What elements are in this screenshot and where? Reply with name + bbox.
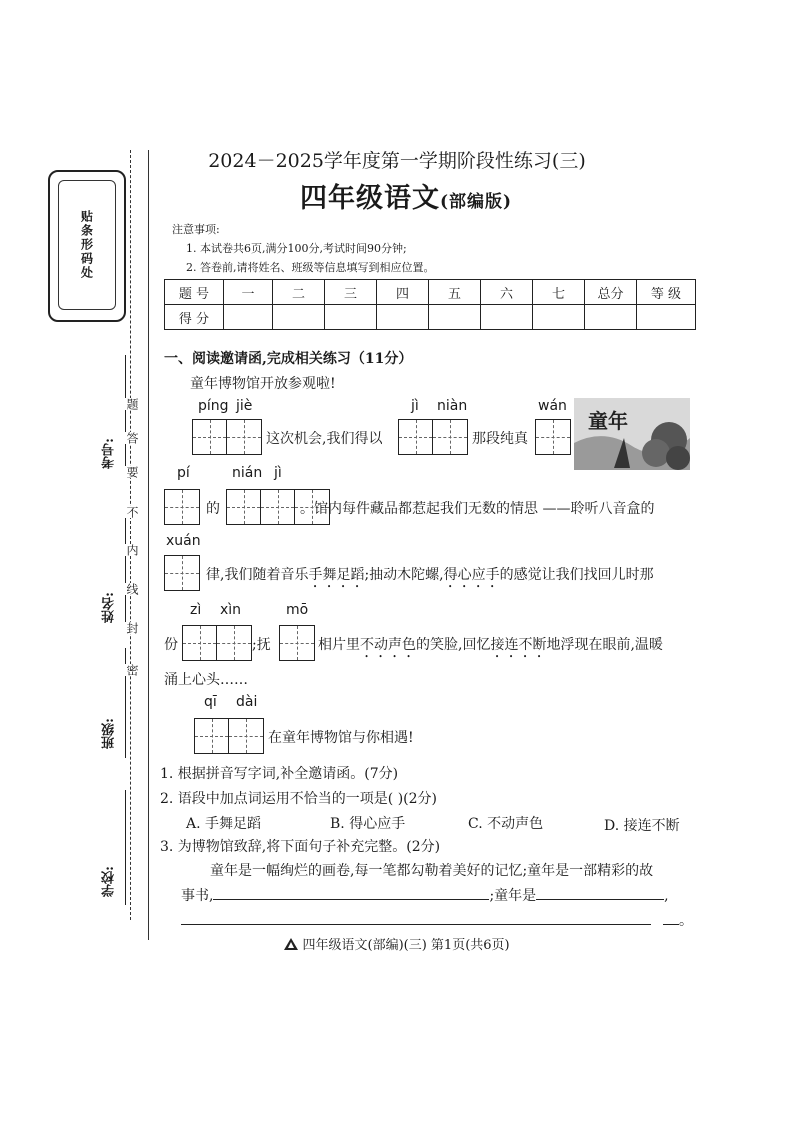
text-run: 那段纯真	[472, 431, 528, 447]
exam-no-label: 考号:	[102, 438, 117, 469]
option-c: C. 不动声色	[468, 816, 544, 832]
text-run: 。馆内每件藏品都惹起我们无数的情思 ——聆听八音盒的	[300, 501, 655, 517]
score-header-row	[165, 280, 696, 305]
text-run: 这次机会,我们得以	[266, 431, 383, 447]
score-cell[interactable]	[481, 305, 533, 330]
text-run: 。	[679, 913, 693, 929]
pinyin: niàn	[437, 398, 468, 414]
illustration-title: 童年	[588, 409, 628, 433]
seal-char: 线	[125, 583, 139, 595]
pinyin: xuán	[166, 533, 201, 549]
answer-blank[interactable]	[181, 924, 651, 925]
notes-item: 2. 答卷前,请将姓名、班级等信息填写到相应位置。	[186, 261, 435, 274]
pinyin: pí	[177, 465, 190, 481]
score-header-cell: 题 号	[165, 280, 224, 305]
score-cell[interactable]	[377, 305, 429, 330]
score-row-label: 得 分	[165, 305, 224, 330]
score-header-cell: 三	[325, 280, 377, 305]
barcode-area	[58, 180, 116, 310]
writing-grid[interactable]	[182, 625, 252, 661]
footer-text: 四年级语文(部编)(三) 第1页(共6页)	[302, 938, 510, 953]
question-3-blank-line	[181, 885, 669, 905]
text-run: 地浮现在眼前,温暖	[546, 637, 663, 653]
writing-grid[interactable]	[398, 419, 468, 455]
score-cell[interactable]	[273, 305, 325, 330]
answer-blank[interactable]	[213, 899, 489, 900]
pinyin: jiè	[236, 398, 253, 414]
text-run: ,	[664, 888, 669, 904]
score-cell[interactable]	[585, 305, 637, 330]
notes-heading: 注意事项:	[172, 223, 220, 236]
notes-item: 1. 本试卷共6页,满分100分,考试时间90分钟;	[186, 242, 407, 255]
pinyin: nián	[232, 465, 263, 481]
pinyin: jì	[411, 398, 419, 414]
score-header-cell: 总分	[585, 280, 637, 305]
text-run: ;抚	[252, 637, 271, 653]
score-header-cell: 等 级	[637, 280, 696, 305]
answer-blank[interactable]	[536, 899, 664, 900]
text-run: 的笑脸,回忆	[416, 637, 491, 653]
subject-name: 四年级语文	[300, 183, 440, 214]
answer-blank[interactable]	[663, 924, 679, 925]
dotted-word: 得心应手	[443, 567, 500, 583]
score-header-cell: 四	[377, 280, 429, 305]
section1-line1: 童年博物馆开放参观啦!	[190, 376, 336, 392]
text-run: 在童年博物馆与你相遇!	[268, 730, 414, 746]
score-cell[interactable]	[224, 305, 273, 330]
option-b: B. 得心应手	[330, 816, 406, 832]
text-run: 的感觉让我们找回儿时那	[499, 567, 654, 583]
seal-char: 封	[125, 622, 139, 634]
question-2: 2. 语段中加点词运用不恰当的一项是( )(2分)	[160, 791, 438, 807]
name-line	[125, 508, 126, 628]
option-d: D. 接连不断	[604, 818, 680, 834]
class-label: 班级:	[102, 718, 117, 749]
pinyin: xìn	[220, 602, 242, 618]
text-run: 涌上心头……	[164, 672, 248, 688]
page-footer	[0, 934, 794, 953]
score-cell[interactable]	[429, 305, 481, 330]
seal-char: 答	[125, 432, 139, 444]
writing-grid[interactable]	[192, 419, 262, 455]
score-table	[164, 279, 696, 330]
question-3-blank-line-2	[181, 910, 693, 930]
score-value-row	[165, 305, 696, 330]
score-cell[interactable]	[637, 305, 696, 330]
pinyin: wán	[538, 398, 567, 414]
score-header-cell: 五	[429, 280, 481, 305]
school-label: 学校:	[102, 866, 117, 897]
seal-char: 题	[125, 398, 139, 410]
score-header-cell: 二	[273, 280, 325, 305]
pinyin: zì	[190, 602, 202, 618]
childhood-illustration	[574, 398, 690, 470]
question-3: 3. 为博物馆致辞,将下面句子补充完整。(2分)	[160, 839, 441, 855]
text-line	[318, 634, 663, 661]
score-cell[interactable]	[533, 305, 585, 330]
exam-no-line	[125, 355, 126, 473]
dotted-word: 接连不断	[490, 637, 547, 653]
text-run: 的	[206, 501, 220, 517]
pinyin: píng	[198, 398, 229, 414]
pinyin: dài	[236, 694, 258, 710]
section1-heading: 一、阅读邀请函,完成相关练习（11分）	[164, 351, 413, 367]
dotted-word: 手舞足蹈	[308, 567, 365, 583]
school-line	[125, 790, 126, 905]
text-run: 份	[164, 637, 178, 653]
score-header-cell: 一	[224, 280, 273, 305]
edition-label: (部编版)	[440, 192, 513, 212]
subject-title	[300, 176, 512, 215]
seal-dashed-line	[130, 150, 131, 920]
publisher-logo-icon	[284, 938, 298, 950]
text-line	[206, 564, 654, 591]
name-label: 姓名:	[102, 592, 117, 623]
text-run: ;童年是	[489, 888, 537, 904]
exam-title: 2024－2025学年度第一学期阶段性练习(三)	[208, 150, 586, 172]
writing-grid[interactable]	[194, 718, 264, 754]
writing-grid[interactable]	[279, 625, 315, 661]
pinyin: qī	[204, 694, 217, 710]
option-a: A. 手舞足蹈	[186, 816, 262, 832]
score-cell[interactable]	[325, 305, 377, 330]
score-header-cell: 七	[533, 280, 585, 305]
seal-char: 内	[125, 544, 139, 556]
barcode-label: 贴条形码处	[79, 210, 94, 280]
text-run: 律,我们随着音乐	[206, 567, 309, 583]
margin-line	[148, 150, 149, 940]
pinyin: jì	[274, 465, 282, 481]
notes	[172, 220, 435, 277]
text-run: 相片里	[318, 637, 360, 653]
writing-grid[interactable]	[164, 489, 200, 525]
pinyin: mō	[286, 602, 309, 618]
text-run: 事书,	[181, 888, 214, 904]
score-header-cell: 六	[481, 280, 533, 305]
question-3-text: 童年是一幅绚烂的画卷,每一笔都勾勒着美好的记忆;童年是一部精彩的故	[210, 863, 654, 879]
dotted-word: 不动声色	[360, 637, 416, 653]
seal-char: 密	[125, 664, 139, 676]
seal-char: 不	[125, 506, 139, 518]
writing-grid[interactable]	[164, 555, 200, 591]
writing-grid[interactable]	[535, 419, 571, 455]
seal-char: 要	[125, 466, 139, 478]
question-1: 1. 根据拼音写字词,补全邀请函。(7分)	[160, 766, 399, 782]
text-run: ;抽动木陀螺,	[364, 567, 444, 583]
